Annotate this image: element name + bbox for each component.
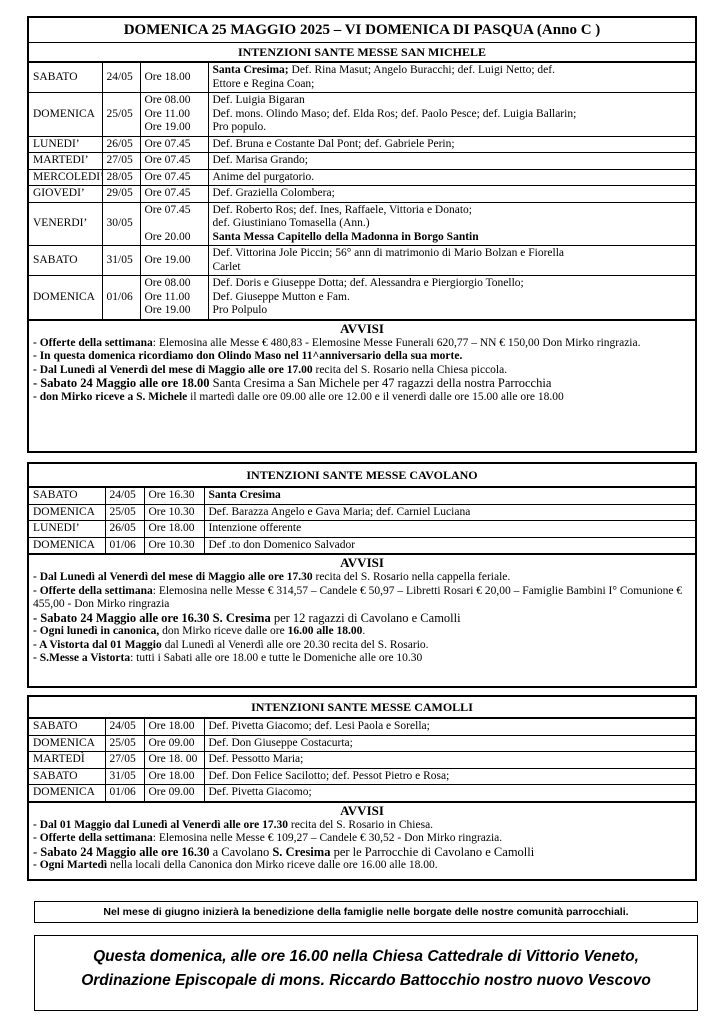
table-row xyxy=(29,735,695,752)
time-cell xyxy=(140,202,208,246)
table-row xyxy=(29,768,695,785)
table-row xyxy=(29,186,695,203)
table-row xyxy=(29,202,695,246)
table-row xyxy=(29,63,695,93)
time-line: Ore 07.45 xyxy=(144,137,191,150)
intention-text: Def. Roberto Ros; def. Ines, Raffaele, Vittoria e Donato; xyxy=(212,203,472,216)
intention-line xyxy=(213,261,692,275)
table-row xyxy=(29,153,695,170)
time-line: Ore 07.45 xyxy=(144,154,191,166)
day-cell: SABATO xyxy=(29,246,102,276)
intention-text: Def .to don Domenico Salvador xyxy=(208,538,356,551)
intention-text: Def. Bruna e Costante Dal Pont; def. Gabriele Perin; xyxy=(212,137,455,150)
section-camolli xyxy=(27,695,697,881)
avviso-item xyxy=(33,639,691,653)
time-cell xyxy=(140,93,208,137)
table-row xyxy=(29,752,695,769)
avviso-item xyxy=(33,846,691,860)
avvisi-heading: AVVISI xyxy=(29,554,695,571)
intention-text: Def. Pessotto Maria; xyxy=(208,753,304,765)
avviso-bold: - don Mirko riceve a S. Michele xyxy=(33,390,188,403)
day-cell: DOMENICA xyxy=(29,537,105,554)
date-cell: 26/05 xyxy=(105,521,144,538)
avviso-text: . xyxy=(362,625,366,637)
intention-cell xyxy=(208,276,695,320)
intention-line xyxy=(213,108,692,122)
intention-text: Def. Marisa Grando; xyxy=(212,154,308,166)
intention-text: def. Giustiniano Tomasella (Ann.) xyxy=(212,217,370,229)
avviso-bold: - Offerte della settimana xyxy=(33,336,153,349)
intention-text: Ettore e Regina Coan; xyxy=(212,77,315,90)
time-cell xyxy=(144,537,204,554)
date-cell: 29/05 xyxy=(102,186,140,203)
avviso-text: a Cavolano xyxy=(209,844,273,859)
intention-text: Def. Pivetta Giacomo; xyxy=(208,786,312,798)
avviso-bold: - Sabato 24 Maggio alle ore 16.30 S. Cresima xyxy=(33,610,271,625)
intention-text: Anime del purgatorio. xyxy=(212,170,315,183)
date-cell: 28/05 xyxy=(102,169,140,186)
section-subtitle: INTENZIONI SANTE MESSE CAVOLANO xyxy=(29,464,695,487)
announcement-line: Ordinazione Episcopale di mons. Riccardo Battocchio nostro nuovo Vescovo xyxy=(81,972,651,989)
avviso-text: : Elemosina nelle Messe € 109,27 – Candele € 30,52 - Don Mirko ringrazia. xyxy=(152,832,503,844)
table-row xyxy=(29,276,695,320)
day-cell: DOMENICA xyxy=(29,735,105,752)
avviso-text: recita del S. Rosario nella Chiesa piccola. xyxy=(312,363,508,376)
time-cell xyxy=(144,768,204,785)
table-row xyxy=(29,488,695,505)
time-line: Ore 07.45 xyxy=(144,203,191,216)
time-line: Ore 19.00 xyxy=(144,253,191,266)
table-row xyxy=(29,537,695,554)
time-line: Ore 18.00 xyxy=(144,70,191,83)
avviso-bold: - Offerte della settimana xyxy=(33,584,153,597)
intention-line xyxy=(213,247,692,261)
date-cell: 27/05 xyxy=(102,153,140,170)
avviso-item xyxy=(33,859,691,873)
time-line: Ore 19.00 xyxy=(144,304,191,316)
date-cell: 01/06 xyxy=(105,537,144,554)
time-line: Ore 07.45 xyxy=(144,187,191,199)
intention-cell xyxy=(208,93,695,137)
june-blessing-note: Nel mese di giugno inizierà la benedizione della famiglie nelle borgate delle nostre comunità parrocchiali. xyxy=(34,901,698,923)
avvisi-list xyxy=(29,571,695,666)
time-cell xyxy=(144,752,204,769)
day-cell: LUNEDI’ xyxy=(29,521,105,538)
day-cell: MERCOLEDI’ xyxy=(29,169,102,186)
masses-table xyxy=(29,718,695,802)
time-line: Ore 07.45 xyxy=(144,170,191,183)
avviso-bold: - S.Messe a Vistorta xyxy=(33,652,131,664)
intention-text: Carlet xyxy=(212,260,241,273)
intention-cell xyxy=(204,504,695,521)
table-row xyxy=(29,719,695,736)
time-cell xyxy=(140,276,208,320)
time-cell xyxy=(140,63,208,93)
avviso-item xyxy=(33,350,691,364)
intention-text: Def. Don Giuseppe Costacurta; xyxy=(208,736,353,749)
intention-cell xyxy=(204,521,695,538)
avviso-bold: - A Vistorta dal 01 Maggio xyxy=(33,638,162,651)
intention-line xyxy=(209,539,692,553)
table-row xyxy=(29,169,695,186)
date-cell: 24/05 xyxy=(105,488,144,505)
section-subtitle: INTENZIONI SANTE MESSE CAMOLLI xyxy=(29,697,695,718)
time-cell xyxy=(140,186,208,203)
intention-line xyxy=(213,64,692,78)
ordination-announcement xyxy=(34,935,698,1011)
intention-cell xyxy=(204,537,695,554)
day-cell: DOMENICA xyxy=(29,276,102,320)
intention-line xyxy=(209,770,692,784)
intention-line xyxy=(213,291,692,305)
avviso-item xyxy=(33,652,691,666)
time-line: Ore 18. 00 xyxy=(148,753,198,765)
avviso-item xyxy=(33,391,691,405)
section-san-michele xyxy=(27,16,697,453)
time-line: Ore 09.00 xyxy=(148,786,195,798)
intention-cell xyxy=(208,153,695,170)
time-line: Ore 16.30 xyxy=(148,489,195,501)
intention-cell xyxy=(204,488,695,505)
avvisi-heading: AVVISI xyxy=(29,320,695,337)
intention-text: Intenzione offerente xyxy=(208,522,302,534)
intention-cell xyxy=(208,202,695,246)
intention-text: Def. Giuseppe Mutton e Fam. xyxy=(212,290,350,303)
intention-line xyxy=(213,171,692,185)
avviso-bold: - Sabato 24 Maggio alle ore 16.30 xyxy=(33,844,210,859)
day-cell: VENERDI’ xyxy=(29,202,102,246)
date-cell: 31/05 xyxy=(102,246,140,276)
intention-line xyxy=(213,121,692,135)
time-line: Ore 18.00 xyxy=(148,769,195,782)
intention-text: Pro populo. xyxy=(212,121,267,133)
avviso-item xyxy=(33,625,691,639)
avviso-item xyxy=(33,571,691,585)
avviso-item xyxy=(33,832,691,846)
intention-line xyxy=(209,506,692,520)
intention-cell xyxy=(208,169,695,186)
date-cell: 24/05 xyxy=(102,63,140,93)
intention-cell xyxy=(204,719,695,736)
masses-table xyxy=(29,62,695,320)
table-row xyxy=(29,521,695,538)
time-line: Ore 08.00 xyxy=(144,277,191,289)
time-cell xyxy=(140,246,208,276)
date-cell: 25/05 xyxy=(102,93,140,137)
time-line: Ore 18.00 xyxy=(148,720,195,732)
intention-text: Pro Polpulo xyxy=(212,304,268,316)
avviso-text: : tutti i Sabati alle ore 18.00 e tutte le Domeniche alle ore 10.30 xyxy=(130,652,423,664)
intention-cell xyxy=(208,186,695,203)
day-cell: SABATO xyxy=(29,63,102,93)
avviso-text: per 12 ragazzi di Cavolano e Camolli xyxy=(270,610,461,625)
date-cell: 25/05 xyxy=(105,504,144,521)
avviso-bold: - Sabato 24 Maggio alle ore 18.00 xyxy=(33,376,210,390)
time-cell xyxy=(144,735,204,752)
time-line xyxy=(145,217,204,231)
avvisi-list xyxy=(29,337,695,405)
table-row xyxy=(29,93,695,137)
avviso-item xyxy=(33,337,691,351)
time-line: Ore 18.00 xyxy=(148,522,195,534)
avviso-text: dal Lunedì al Venerdì alle ore 20.30 recita del S. Rosario. xyxy=(161,638,429,651)
section-cavolano xyxy=(27,462,697,688)
intention-text: Def. Vittorina Jole Piccin; 56° ann di matrimonio di Mario Bolzan e Fiorella xyxy=(212,247,565,259)
intention-line xyxy=(213,78,692,92)
time-cell xyxy=(144,785,204,802)
date-cell: 01/06 xyxy=(105,785,144,802)
avviso-bold: - Ogni lunedì in canonica, xyxy=(33,625,160,637)
time-line: Ore 19.00 xyxy=(144,121,191,133)
day-cell: MARTEDÌ xyxy=(29,752,105,769)
intention-line xyxy=(209,489,692,503)
intention-bold: Santa Cresima xyxy=(208,489,281,501)
intention-line xyxy=(209,786,692,800)
avviso-item xyxy=(33,364,691,378)
intention-line xyxy=(213,154,692,168)
intention-bold: Santa Cresima; xyxy=(212,64,289,76)
intention-bold: Santa Messa Capitello della Madonna in Borgo Santin xyxy=(212,230,479,243)
date-cell: 01/06 xyxy=(102,276,140,320)
time-line: Ore 09.00 xyxy=(148,736,195,749)
avvisi-list xyxy=(29,819,695,873)
day-cell: GIOVEDI’ xyxy=(29,186,102,203)
time-cell xyxy=(140,169,208,186)
date-cell: 24/05 xyxy=(105,719,144,736)
avviso-text: per le Parrocchie di Cavolano e Camolli xyxy=(330,844,535,859)
intention-line xyxy=(213,277,692,291)
intention-line xyxy=(213,94,692,108)
table-row xyxy=(29,246,695,276)
day-cell: SABATO xyxy=(29,488,105,505)
date-cell: 25/05 xyxy=(105,735,144,752)
time-line: Ore 10.30 xyxy=(148,538,195,551)
intention-line xyxy=(213,217,692,231)
avviso-bold: - Dal Lunedì al Venerdì del mese di Maggio alle ore 17.00 xyxy=(33,363,313,376)
avviso-bold: - Dal 01 Maggio dal Lunedì al Venerdì alle ore 17.30 xyxy=(33,818,289,831)
table-row xyxy=(29,504,695,521)
intention-cell xyxy=(204,785,695,802)
table-row xyxy=(29,785,695,802)
intention-line xyxy=(213,204,692,218)
time-line: Ore 08.00 xyxy=(144,94,191,106)
time-line: Ore 20.00 xyxy=(144,230,191,243)
intention-line xyxy=(209,737,692,751)
intention-cell xyxy=(204,752,695,769)
avviso-text: don Mirko riceve dalle ore xyxy=(159,625,288,637)
day-cell: SABATO xyxy=(29,768,105,785)
avviso-bold: 16.00 alle 18.00 xyxy=(287,625,363,637)
avviso-bold: S. Cresima xyxy=(272,844,331,859)
intention-text: Def. Luigia Bigaran xyxy=(212,94,305,106)
day-cell: SABATO xyxy=(29,719,105,736)
intention-text: Def. mons. Olindo Maso; def. Elda Ros; def. Paolo Pesce; def. Luigia Ballarin; xyxy=(212,107,577,120)
day-cell: DOMENICA xyxy=(29,504,105,521)
masses-table xyxy=(29,487,695,554)
avviso-text: il martedì dalle ore 09.00 alle ore 12.00 e il venerdì dalle ore 15.00 alle ore 18.00 xyxy=(187,390,564,403)
date-cell: 26/05 xyxy=(102,136,140,153)
avviso-item xyxy=(33,377,691,391)
avviso-item xyxy=(33,819,691,833)
date-cell: 30/05 xyxy=(102,202,140,246)
announcement-line: Questa domenica, alle ore 16.00 nella Chiesa Cattedrale di Vittorio Veneto, xyxy=(93,948,639,965)
time-cell xyxy=(144,504,204,521)
avviso-text: recita del S. Rosario nella cappella feriale. xyxy=(312,571,511,583)
date-cell: 27/05 xyxy=(105,752,144,769)
time-cell xyxy=(144,488,204,505)
time-line: Ore 11.00 xyxy=(144,290,191,303)
avviso-text: : Elemosina alle Messe € 480,83 - Elemosine Messe Funerali 620,77 – NN € 150,00 Don Mirko ringrazia. xyxy=(152,336,641,349)
avviso-bold: - Offerte della settimana xyxy=(33,832,153,844)
intention-line xyxy=(213,231,692,245)
intention-text: Def. Don Felice Sacilotto; def. Pessot Pietro e Rosa; xyxy=(208,769,450,782)
table-row xyxy=(29,136,695,153)
time-cell xyxy=(140,153,208,170)
intention-text: Def. Pivetta Giacomo; def. Lesi Paola e Sorella; xyxy=(208,720,430,732)
intention-line xyxy=(213,138,692,152)
intention-cell xyxy=(204,735,695,752)
avviso-text: nella locali della Canonica don Mirko riceve dalle ore 16.00 alle 18.00. xyxy=(107,859,438,871)
day-cell: LUNEDI’ xyxy=(29,136,102,153)
intention-line xyxy=(213,304,692,318)
intention-text: Def. Rina Masut; Angelo Buracchi; def. Luigi Netto; def. xyxy=(288,64,555,76)
intention-line xyxy=(209,522,692,536)
avviso-bold: - Dal Lunedì al Venerdì del mese di Maggio alle ore 17.30 xyxy=(33,571,313,583)
intention-cell xyxy=(208,63,695,93)
intention-text: Def. Barazza Angelo e Gava Maria; def. Carniel Luciana xyxy=(208,505,471,518)
avviso-item xyxy=(33,612,691,626)
time-line: Ore 10.30 xyxy=(148,505,195,518)
day-cell: DOMENICA xyxy=(29,785,105,802)
date-cell: 31/05 xyxy=(105,768,144,785)
avviso-text: : Elemosina nelle Messe € 314,57 – Candele € 50,97 – Libretti Rosari € 20,00 – Famiglie Bambini I° Comunione € 455,00 - Don Mirko ringrazia xyxy=(33,584,683,610)
day-cell: MARTEDI’ xyxy=(29,153,102,170)
intention-text: Def. Graziella Colombera; xyxy=(212,187,335,199)
time-cell xyxy=(144,521,204,538)
time-line: Ore 11.00 xyxy=(144,107,191,120)
time-cell xyxy=(140,136,208,153)
avviso-text: recita del S. Rosario in Chiesa. xyxy=(288,818,434,831)
avviso-bold: - Ogni Martedì xyxy=(33,859,108,871)
intention-cell xyxy=(208,246,695,276)
intention-line xyxy=(213,187,692,201)
intention-text: Def. Doris e Giuseppe Dotta; def. Alessandra e Piergiorgio Tonello; xyxy=(212,277,524,289)
section-subtitle: INTENZIONI SANTE MESSE SAN MICHELE xyxy=(29,43,695,62)
intention-cell xyxy=(204,768,695,785)
intention-cell xyxy=(208,136,695,153)
intention-line xyxy=(209,720,692,734)
page-title: DOMENICA 25 MAGGIO 2025 – VI DOMENICA DI PASQUA (Anno C ) xyxy=(29,18,695,43)
day-cell: DOMENICA xyxy=(29,93,102,137)
avviso-bold: - In questa domenica ricordiamo don Olindo Maso nel 11^anniversario della sua morte. xyxy=(33,350,463,362)
time-cell xyxy=(144,719,204,736)
intention-line xyxy=(209,753,692,767)
avvisi-heading: AVVISI xyxy=(29,802,695,819)
avviso-item xyxy=(33,585,691,612)
avviso-text: Santa Cresima a San Michele per 47 ragazzi della nostra Parrocchia xyxy=(209,376,552,390)
